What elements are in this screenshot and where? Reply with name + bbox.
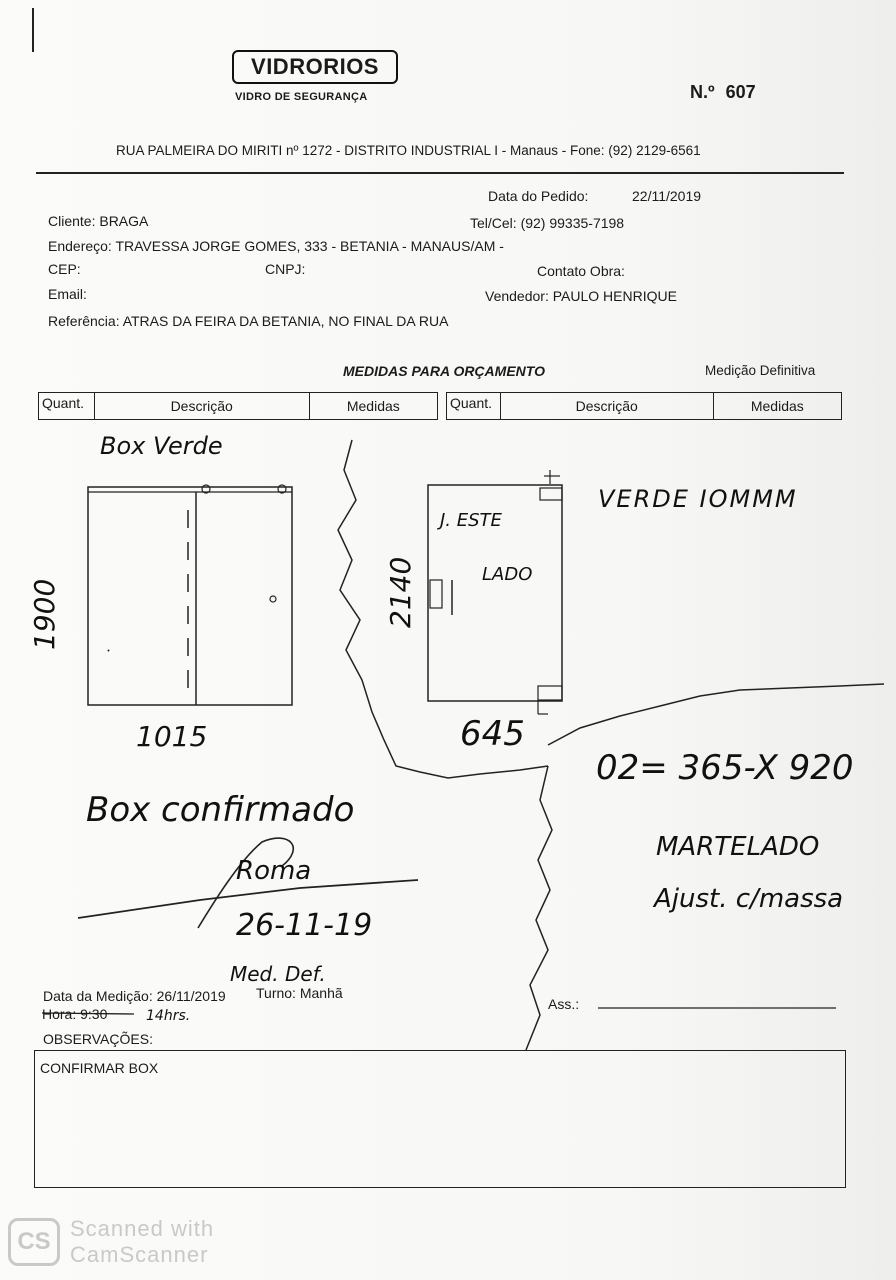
- cnpj-field: CNPJ:: [265, 261, 306, 277]
- cep-field: CEP:: [48, 261, 81, 277]
- measurements-title: MEDIDAS PARA ORÇAMENTO: [343, 363, 545, 379]
- box-sketch-knob: [270, 596, 276, 602]
- hand-height-left: 1900: [28, 578, 61, 650]
- logo-tagline: VIDRO DE SEGURANÇA: [235, 91, 368, 103]
- shift-field: Turno: Manhã: [256, 985, 343, 1001]
- order-date: 22/11/2019: [632, 188, 702, 204]
- client-field: Cliente: BRAGA: [48, 213, 149, 229]
- site-contact-field: Contato Obra:: [537, 263, 625, 279]
- hand-verde-note: VERDE IOMMM: [598, 485, 798, 513]
- order-number-label: N.º: [690, 82, 715, 102]
- box-sketch-dot: [108, 650, 109, 651]
- definitive-measurement-label: Medição Definitiva: [705, 363, 816, 378]
- hand-box-verde: Box Verde: [100, 432, 223, 460]
- measurement-date-field: Data da Medição: 26/11/2019: [43, 988, 226, 1004]
- time-field: Hora: 9:30: [42, 1006, 108, 1022]
- door-hinge-top: [540, 488, 562, 500]
- hand-signature-date: 26-11-19: [236, 908, 373, 943]
- scanner-line-2: CamScanner: [70, 1242, 209, 1267]
- reference-field: Referência: ATRAS DA FEIRA DA BETANIA, NO FINAL DA RUA: [48, 313, 449, 329]
- scanner-watermark: [8, 1216, 214, 1268]
- observations-box: [34, 1050, 846, 1188]
- company-address: RUA PALMEIRA DO MIRITI nº 1272 - DISTRITO INDUSTRIAL I - Manaus - Fone: (92) 2129-6561: [116, 143, 701, 158]
- hand-hora-new: 14hrs.: [146, 1008, 191, 1024]
- col-quant: Quant.: [39, 393, 95, 419]
- address-field: Endereço: TRAVESSA JORGE GOMES, 333 - BETANIA - MANAUS/AM -: [48, 238, 504, 254]
- hand-med-def: Med. Def.: [230, 962, 326, 986]
- hand-door-note-1: J. ESTE: [440, 510, 502, 531]
- hand-width-right: 645: [460, 714, 525, 754]
- hand-height-right: 2140: [384, 556, 417, 628]
- seller-field: Vendedor: PAULO HENRIQUE: [485, 288, 677, 304]
- hand-signature: Roma: [236, 856, 312, 886]
- door-hinge-bottom: [538, 686, 562, 700]
- col-description: Descrição: [501, 393, 714, 419]
- order-number-value: 607: [725, 82, 756, 102]
- col-measures: Medidas: [750, 398, 804, 414]
- wavy-line: [548, 684, 884, 745]
- col-quant: Quant.: [447, 393, 501, 419]
- observations-label: OBSERVAÇÕES:: [43, 1031, 153, 1047]
- hand-ajust: Ajust. c/massa: [654, 884, 844, 914]
- box-sketch-frame: [88, 487, 292, 705]
- hand-martelado: MARTELADO: [656, 832, 820, 862]
- phone-field: Tel/Cel: (92) 99335-7198: [470, 215, 625, 231]
- hand-item-02: 02= 365-X 920: [596, 748, 854, 788]
- camscanner-logo-icon: CS: [8, 1218, 60, 1266]
- order-date-label: Data do Pedido:: [488, 188, 589, 204]
- hand-box-confirmado: Box confirmado: [86, 790, 355, 830]
- logo-text: VIDRORIOS: [251, 54, 379, 79]
- scanner-line-1: Scanned with: [70, 1216, 215, 1241]
- col-measures: Medidas: [346, 398, 400, 414]
- hand-width-left: 1015: [136, 720, 208, 753]
- hand-door-note-2: LADO: [482, 564, 533, 585]
- door-handle: [430, 580, 442, 608]
- signature-label: Ass.:: [548, 996, 580, 1012]
- observations-text: CONFIRMAR BOX: [40, 1060, 159, 1076]
- col-description: Descrição: [95, 393, 310, 419]
- scanner-text: [70, 1216, 214, 1268]
- email-field: Email:: [48, 286, 87, 302]
